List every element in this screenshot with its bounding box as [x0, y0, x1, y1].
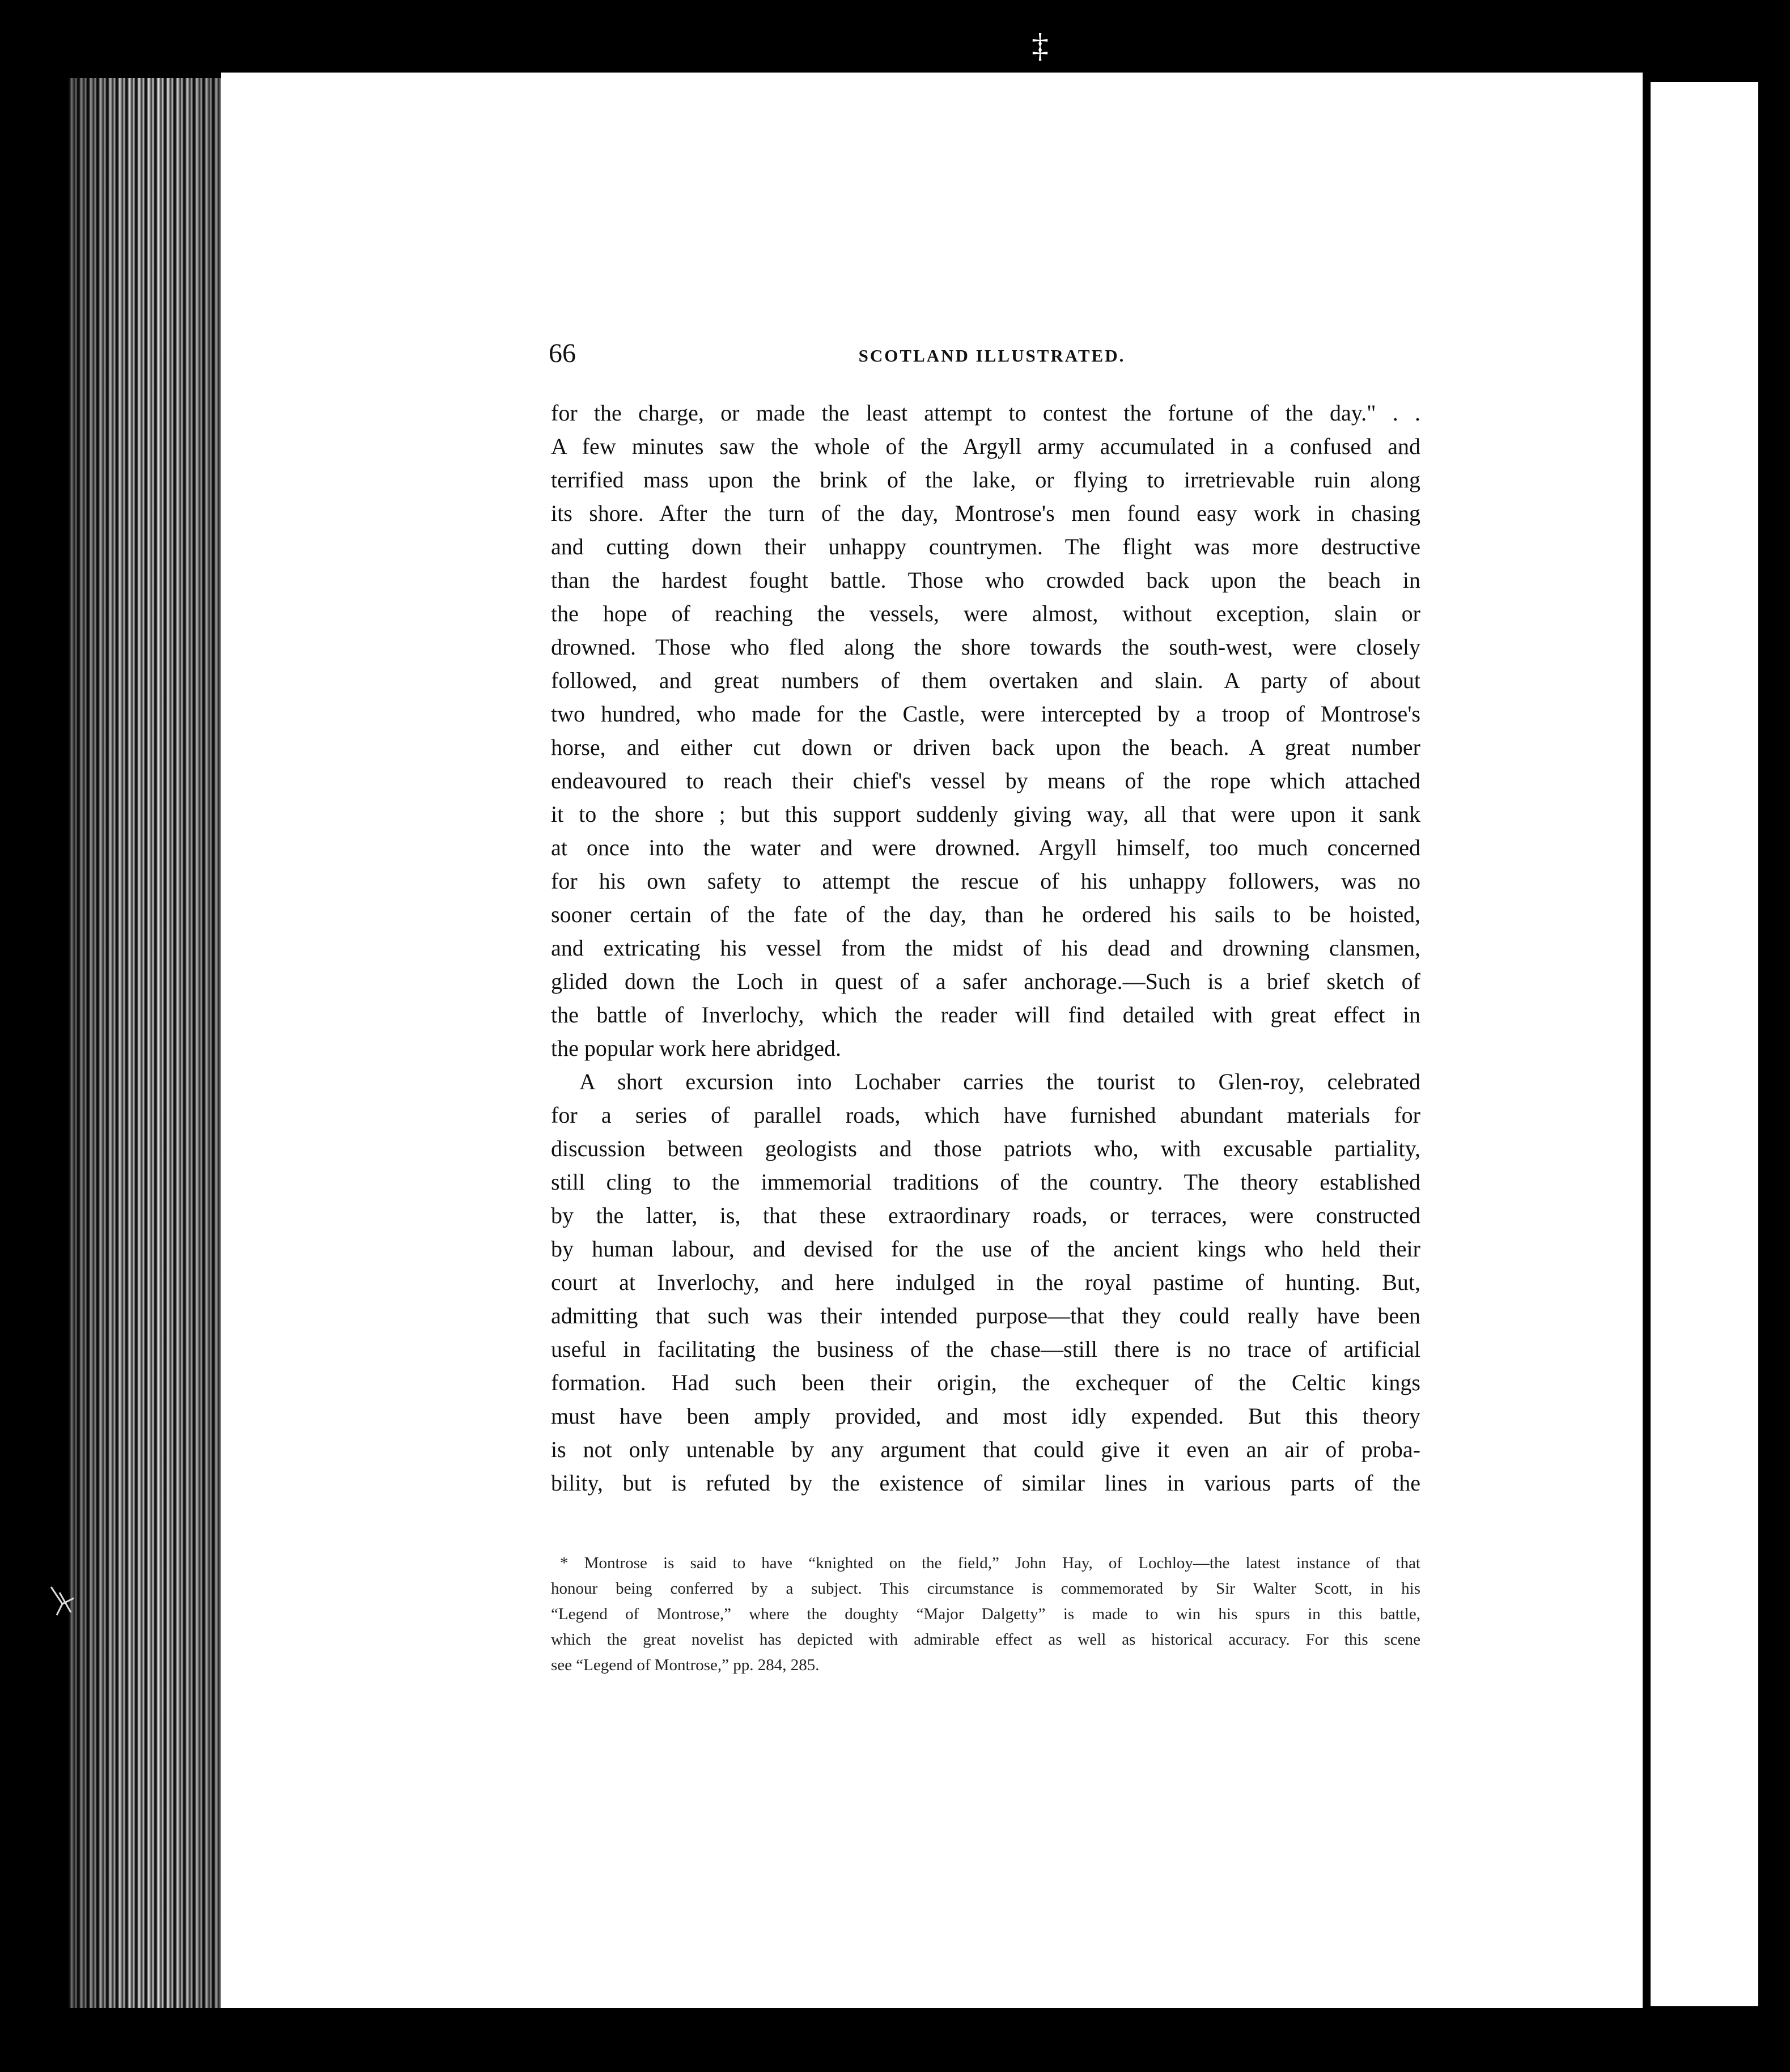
body-line: the hope of reaching the vessels, were almost, without exception, slain or — [551, 601, 1420, 626]
book-page-edges — [68, 78, 221, 2008]
body-line: at once into the water and were drowned. Argyll himself, too much concerned — [551, 835, 1420, 860]
scan-artifact-mark — [45, 1581, 79, 1621]
body-line: endeavoured to reach their chief's vessel by means of the rope which attached — [551, 768, 1420, 793]
body-line: for the charge, or made the least attempt to contest the fortune of the day." . . — [551, 400, 1420, 426]
body-line: discussion between geologists and those patriots who, with excusable partiality, — [551, 1136, 1420, 1161]
body-line: admitting that such was their intended purpose—that they could really have been — [551, 1303, 1420, 1328]
footnote-line: which the great novelist has depicted with admirable effect as well as historical accuracy. For this scene — [551, 1631, 1420, 1649]
body-line: by the latter, is, that these extraordinary roads, or terraces, were constructed — [551, 1203, 1420, 1228]
footnote-line: * Montrose is said to have “knighted on the field,” John Hay, of Lochloy—the latest instance of that — [560, 1554, 1420, 1572]
body-line: two hundred, who made for the Castle, were intercepted by a troop of Montrose's — [551, 701, 1420, 727]
body-line: is not only untenable by any argument that could give it even an air of proba- — [551, 1437, 1420, 1462]
footnote-line: “Legend of Montrose,” where the doughty “Major Dalgetty” is made to win his spurs in this battle, — [551, 1605, 1420, 1623]
body-line: it to the shore ; but this support suddenly giving way, all that were upon it sank — [551, 801, 1420, 827]
body-line: for a series of parallel roads, which have furnished abundant materials for — [551, 1102, 1420, 1128]
body-line: A short excursion into Lochaber carries the tourist to Glen-roy, celebrated — [579, 1069, 1420, 1094]
body-line: terrified mass upon the brink of the lake, or flying to irretrievable ruin along — [551, 467, 1420, 492]
footnote-line: honour being conferred by a subject. This circumstance is commemorated by Sir Walter Scott, in his — [551, 1580, 1420, 1598]
body-line: its shore. After the turn of the day, Montrose's men found easy work in chasing — [551, 500, 1420, 526]
body-line: for his own safety to attempt the rescue of his unhappy followers, was no — [551, 868, 1420, 894]
body-line: glided down the Loch in quest of a safer anchorage.—Such is a brief sketch of — [551, 969, 1420, 994]
running-head: SCOTLAND ILLUSTRATED. — [858, 346, 1126, 366]
body-line: and extricating his vessel from the midst of his dead and drowning clansmen, — [551, 935, 1420, 961]
body-line: the popular work here abridged. — [551, 1035, 842, 1061]
body-line: still cling to the immemorial traditions of the country. The theory established — [551, 1169, 1420, 1195]
footnote-line: see “Legend of Montrose,” pp. 284, 285. — [551, 1656, 820, 1674]
body-line: court at Inverlochy, and here indulged in the royal pastime of hunting. But, — [551, 1269, 1420, 1295]
body-line: the battle of Inverlochy, which the reader will find detailed with great effect in — [551, 1002, 1420, 1027]
body-line: horse, and either cut down or driven back upon the beach. A great number — [551, 734, 1420, 760]
body-line: must have been amply provided, and most idly expended. But this theory — [551, 1403, 1420, 1429]
facing-page-edge — [1643, 82, 1758, 2006]
body-line: sooner certain of the fate of the day, than he ordered his sails to be hoisted, — [551, 902, 1420, 927]
body-line: formation. Had such been their origin, the exchequer of the Celtic kings — [551, 1370, 1420, 1395]
scan-crop-mark: ‡ — [1032, 27, 1049, 64]
body-line: than the hardest fought battle. Those who crowded back upon the beach in — [551, 567, 1420, 593]
body-line: useful in facilitating the business of the chase—still there is no trace of artificial — [551, 1336, 1420, 1362]
body-line: and cutting down their unhappy countrymen. The flight was more destructive — [551, 534, 1420, 559]
body-line: bility, but is refuted by the existence of similar lines in various parts of the — [551, 1470, 1420, 1496]
page-number: 66 — [549, 338, 576, 368]
body-line: by human labour, and devised for the use of the ancient kings who held their — [551, 1236, 1420, 1262]
body-line: drowned. Those who fled along the shore towards the south-west, were closely — [551, 634, 1420, 660]
body-line: A few minutes saw the whole of the Argyll army accumulated in a confused and — [551, 434, 1420, 459]
body-line: followed, and great numbers of them overtaken and slain. A party of about — [551, 668, 1420, 693]
